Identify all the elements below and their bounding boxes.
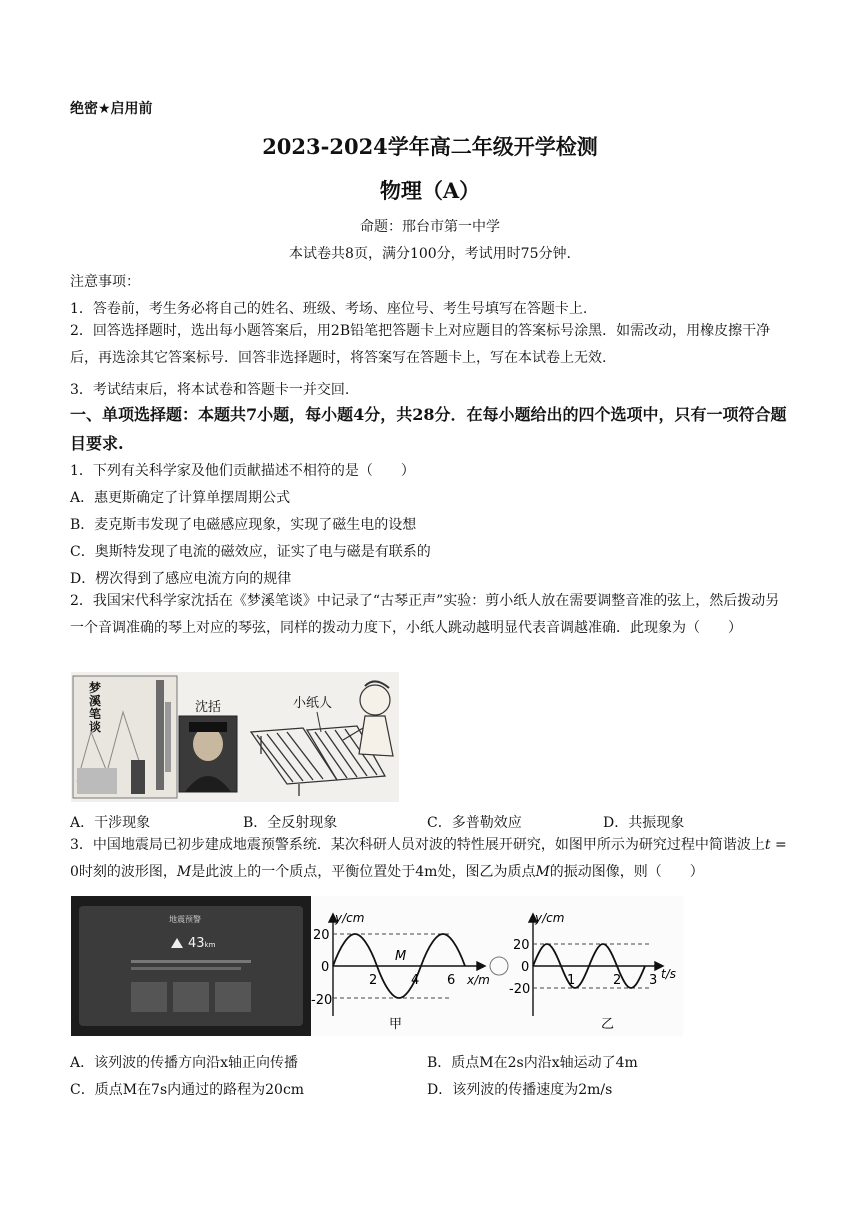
graph2-ytick-bottom: -20 xyxy=(509,982,531,997)
q1-option-d: D．楞次得到了感应电流方向的规律 xyxy=(70,571,292,587)
confidential-mark: 绝密★启用前 xyxy=(70,101,153,117)
shen-kuo-label: 沈括 xyxy=(195,700,222,715)
graph1-caption: 甲 xyxy=(389,1017,403,1032)
phone-distance: 43km xyxy=(188,936,216,951)
q3-option-b: B．质点M在2s内沿x轴运动了4m xyxy=(427,1055,638,1071)
graph1-xtick-6: 6 xyxy=(447,973,456,988)
graph1-ytick-zero: 0 xyxy=(321,960,330,975)
phone-title: 地震预警 xyxy=(169,915,201,924)
q1-option-c: C．奥斯特发现了电流的磁效应，证实了电与磁是有联系的 xyxy=(70,544,431,560)
warning-icon xyxy=(171,938,183,948)
exam-info: 本试卷共8页，满分100分，考试用时75分钟. xyxy=(289,246,571,262)
section-heading: 一、单项选择题：本题共7小题，每小题4分，共28分．在每小题给出的四个选项中，只有一项符合题目要求. xyxy=(70,405,787,453)
graph2-axes xyxy=(529,914,663,1016)
q2-option-b: B．全反射现象 xyxy=(243,815,338,831)
q3-option-d: D．该列波的传播速度为2m/s xyxy=(427,1082,613,1098)
graph1-ylabel: y/cm xyxy=(335,911,365,925)
graph1-point-label: M xyxy=(395,949,407,964)
notes-heading: 注意事项： xyxy=(70,274,140,290)
q3-option-c: C．质点M在7s内通过的路程为20cm xyxy=(70,1082,305,1098)
q2-figure xyxy=(71,672,399,802)
graph2-xtick-3: 3 xyxy=(649,973,658,988)
paper-figure-label: 小纸人 xyxy=(293,696,333,711)
q3-option-a: A．该列波的传播方向沿x轴正向传播 xyxy=(70,1055,299,1071)
graph1-ytick-bottom: -20 xyxy=(311,993,333,1008)
exam-title: 2023-2024学年高二年级开学检测 xyxy=(262,134,598,159)
q2-option-d: D．共振现象 xyxy=(603,815,685,831)
graph2-ylabel: y/cm xyxy=(535,911,565,925)
graph2-ytick-zero: 0 xyxy=(521,960,530,975)
note-item-2: 2．回答选择题时，选出每小题答案后，用2B铅笔把答题卡上对应题目的答案标号涂黑．如需改动，用橡皮擦干净后，再选涂其它答案标号．回答非选择题时，将答案写在答题卡上，写在本试卷上无效. xyxy=(70,323,771,366)
q3-graphs xyxy=(311,896,683,1036)
book-title-label: 梦溪笔谈 xyxy=(89,681,102,734)
author-line: 命题：邢台市第一中学 xyxy=(360,219,500,235)
graph1-ytick-top: 20 xyxy=(313,928,330,943)
graph1-xtick-2: 2 xyxy=(369,973,378,988)
q1-option-b: B．麦克斯韦发现了电磁感应现象，实现了磁生电的设想 xyxy=(70,517,417,533)
lens-icon xyxy=(490,957,508,975)
q1-option-a: A．惠更斯确定了计算单摆周期公式 xyxy=(70,490,291,506)
q3-phone-photo xyxy=(71,896,311,1036)
subject-title: 物理（A） xyxy=(379,178,481,203)
graph2-xtick-1: 1 xyxy=(567,973,576,988)
q2-option-a: A．干涉现象 xyxy=(70,815,151,831)
graph1-xlabel: x/m xyxy=(467,973,490,987)
graph1-axes xyxy=(329,914,485,1016)
graph2-caption: 乙 xyxy=(601,1017,615,1032)
q2-option-c: C．多普勒效应 xyxy=(427,815,522,831)
note-item-3: 3．考试结束后，将本试卷和答题卡一并交回. xyxy=(70,382,350,398)
graph2-xtick-2: 2 xyxy=(613,973,622,988)
graph2-ytick-top: 20 xyxy=(513,938,530,953)
q1-stem: 1．下列有关科学家及他们贡献描述不相符的是（ ） xyxy=(70,463,415,479)
q2-stem: 2．我国宋代科学家沈括在《梦溪笔谈》中记录了“古琴正声”实验：剪小纸人放在需要调整音准的弦上，然后拨动另一个音调准确的琴上对应的琴弦，同样的拨动力度下，小纸人跳动越明显代表音调越准确．此现象为（ ） xyxy=(70,593,780,636)
q3-stem: 3．中国地震局已初步建成地震预警系统．某次科研人员对波的特性展开研究，如图甲所示为研究过程中简谐波上t = 0时刻的波形图，M是此波上的一个质点，平衡位置处于4m处，图乙为质点M的振动图像，则（ ） xyxy=(70,837,787,880)
note-item-1: 1．答卷前，考生务必将自己的姓名、班级、考场、座位号、考生号填写在答题卡上. xyxy=(70,301,588,317)
graph1-xtick-4: 4 xyxy=(411,973,420,988)
graph2-xlabel: t/s xyxy=(661,967,676,981)
